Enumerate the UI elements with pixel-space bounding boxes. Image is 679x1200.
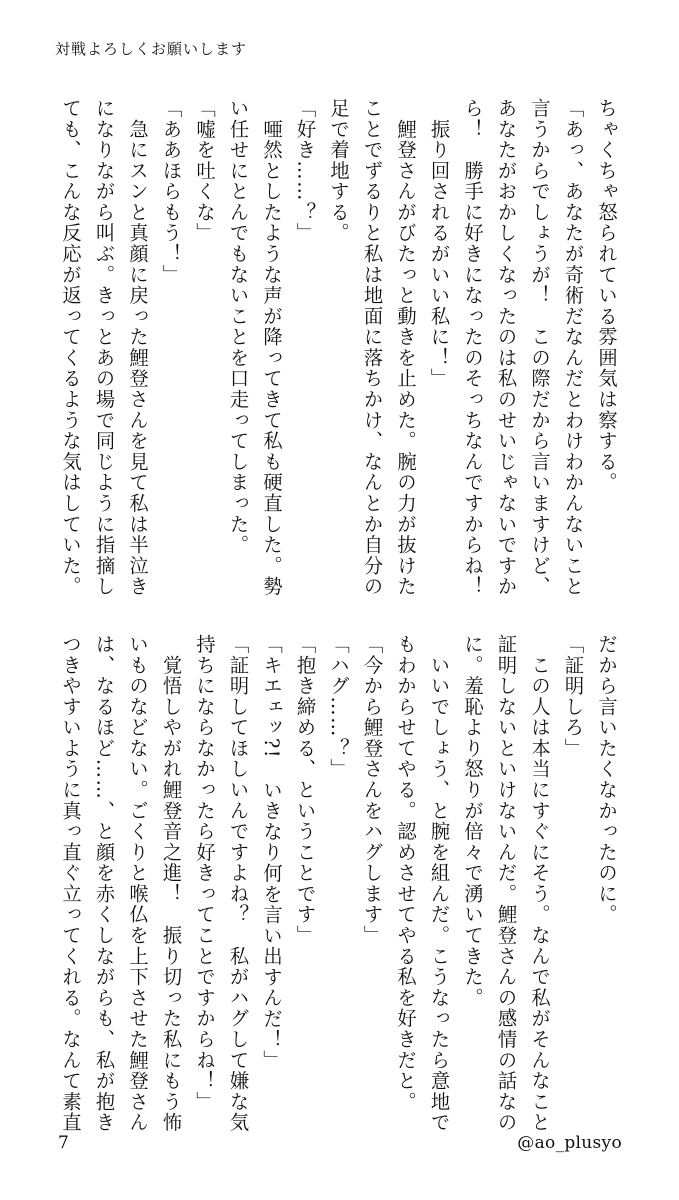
text-line: 「嘘を吐くな」 xyxy=(193,98,216,244)
text-line: 「証明しろ」 xyxy=(561,634,585,759)
text-line: 「ハグ……？」 xyxy=(327,634,350,780)
text-line: 覚悟しやがれ鯉登音之進！ 振り切った私にもう怖 xyxy=(159,634,183,1133)
text-line: ことでずるりと私は地面に落ちかけ、なんとか自分の xyxy=(360,98,384,597)
text-line: 「あっ、あなたが奇術だなんだとわけわかんないこと xyxy=(561,98,585,597)
page-number: 7 xyxy=(58,1133,69,1153)
text-line: 持ちにならなかったら好きってことですからね！」 xyxy=(193,634,216,1113)
text-line: 「好き……？」 xyxy=(293,98,317,244)
text-line: この人は本当にすぐにそう。なんで私がそんなこと xyxy=(528,634,551,1133)
text-line: もわからせてやる。認めさせてやる私を好きだと。 xyxy=(394,634,417,1113)
text-line: 証明しないといけないんだ。鯉登さんの感情の話なの xyxy=(494,634,518,1133)
text-line: 振り回されるがいい私に！」 xyxy=(427,98,451,390)
text-line: あなたがおかしくなったのは私のせいじゃないですか xyxy=(494,98,518,597)
text-line: に。羞恥より怒りが倍々で湧いてきた。 xyxy=(461,634,484,1009)
page-title: 対戦よろしくお願いします xyxy=(55,40,248,58)
text-line: 「キエェッ?! いきなり何を言い出すんだ！」 xyxy=(260,634,283,1071)
text-line: になりながら叫ぶ。きっとあの場で同じように指摘し xyxy=(92,98,116,597)
text-line: だから言いたくなかったのに。 xyxy=(595,634,618,926)
text-line: つきやすいように真っ直ぐ立ってくれる。なんて素直 xyxy=(59,634,82,1133)
text-line: いものなどない。ごくりと喉仏を上下させた鯉登さん xyxy=(126,634,149,1133)
text-line: 急にスンと真顔に戻った鯉登さんを見て私は半泣き xyxy=(126,98,149,597)
text-line: 鯉登さんがびたっと動きを止めた。腕の力が抜けた xyxy=(394,98,417,597)
text-line: 唖然としたような声が降ってきて私も硬直した。勢 xyxy=(260,98,283,597)
text-line: 「今から鯉登さんをハグします」 xyxy=(360,634,384,946)
text-line: 言うからでしょうが！ この際だから言いますけど、 xyxy=(528,98,551,597)
text-line: 足で着地する。 xyxy=(327,98,350,244)
text-line: ても、こんな反応が返ってくるような気はしていた。 xyxy=(59,98,82,597)
text-line: 「抱き締める、ということです」 xyxy=(293,634,317,946)
text-line: ら！ 勝手に好きになったのそっちなんですからね！ xyxy=(461,98,484,597)
text-line: は、なるほど……、と顔を赤くしながらも、私が抱き xyxy=(92,634,116,1133)
text-line: いいでしょう、と腕を組んだ。こうなったら意地で xyxy=(427,634,451,1133)
text-line: 「ああほらもう！」 xyxy=(159,98,183,286)
text-block-bottom xyxy=(54,634,624,1134)
author-handle: @ao_plusyo xyxy=(517,1133,622,1153)
text-block-top xyxy=(54,98,624,598)
text-line: い任せにとんでもないことを口走ってしまった。 xyxy=(226,98,250,556)
text-line: 「証明してほしいんですよね？ 私がハグして嫌な気 xyxy=(226,634,250,1133)
text-line: ちゃくちゃ怒られている雰囲気は察する。 xyxy=(595,98,618,494)
